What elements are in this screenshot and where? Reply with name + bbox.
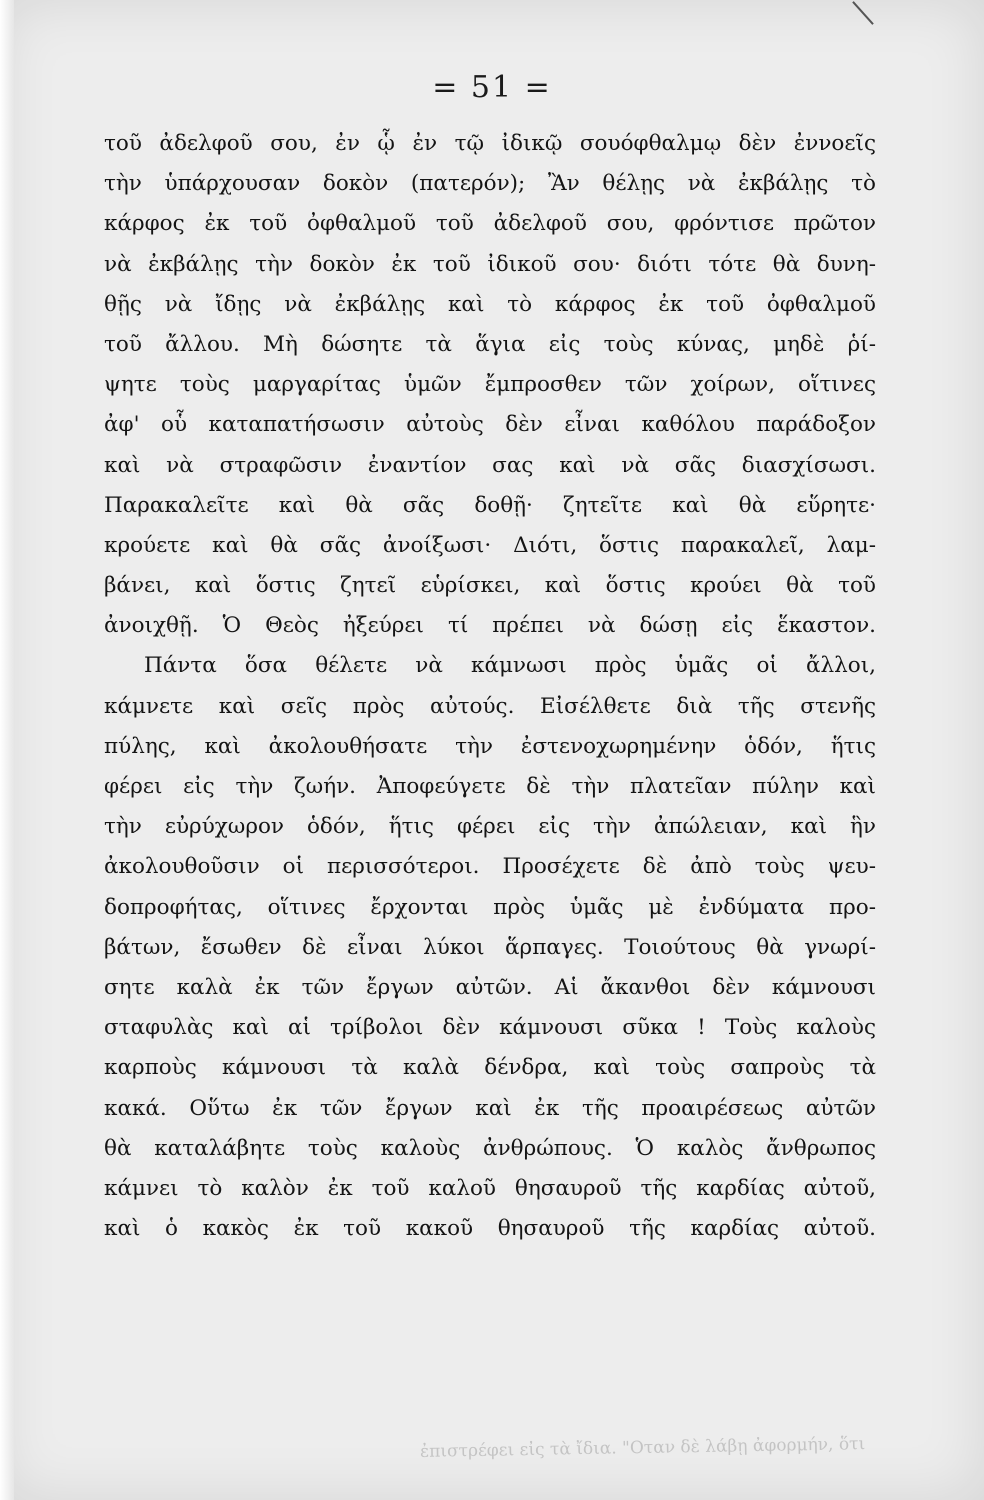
text-line: σταφυλὰς καὶ αἱ τρίβολοι δὲν κάμνουσι σῦκα ! Τοὺς καλοὺς: [104, 1015, 876, 1041]
text-line: Πάντα ὅσα θέλετε νὰ κάμνωσι πρὸς ὑμᾶς οἱ ἄλλοι,: [144, 653, 876, 679]
text-line: σητε καλὰ ἐκ τῶν ἔργων αὐτῶν. Αἱ ἄκανθοι δὲν κάμνουσι: [104, 974, 876, 1000]
page-number: = 51 =: [432, 70, 552, 105]
text-line: πύλης, καὶ ἀκολουθήσατε τὴν ἐστενοχωρημένην ὁδόν, ἥτις: [104, 733, 876, 759]
text-line: βάνει, καὶ ὅστις ζητεῖ εὑρίσκει, καὶ ὅστις κρούει θὰ τοῦ: [104, 573, 876, 599]
text-line: ψητε τοὺς μαργαρίτας ὑμῶν ἔμπροσθεν τῶν χοίρων, οἵτινες: [104, 372, 876, 398]
text-line: βάτων, ἔσωθεν δὲ εἶναι λύκοι ἅρπαγες. Τοιούτους θὰ γνωρί-: [104, 934, 876, 960]
text-line: δοπροφήτας, οἵτινες ἔρχονται πρὸς ὑμᾶς μὲ ἐνδύματα προ-: [104, 894, 876, 920]
text-line: κακά. Οὕτω ἐκ τῶν ἔργων καὶ ἐκ τῆς προαιρέσεως αὐτῶν: [104, 1095, 876, 1121]
text-line: τοῦ ἀδελφοῦ σου, ἐν ᾧ ἐν τῷ ἰδικῷ σουόφθαλμῳ δὲν ἐννοεῖς: [104, 131, 876, 156]
text-line: κάμνει τὸ καλὸν ἐκ τοῦ καλοῦ θησαυροῦ τῆς καρδίας αὐτοῦ,: [104, 1175, 876, 1201]
text-line: κάμνετε καὶ σεῖς πρὸς αὐτούς. Εἰσέλθετε διὰ τῆς στενῆς: [104, 693, 876, 719]
page-gutter: [0, 0, 14, 1500]
text-line: καρποὺς κάμνουσι τὰ καλὰ δένδρα, καὶ τοὺς σαπροὺς τὰ: [104, 1055, 876, 1081]
text-line: καὶ νὰ στραφῶσιν ἐναντίον σας καὶ νὰ σᾶς διασχίσωσι.: [104, 452, 876, 478]
text-line: Παρακαλεῖτε καὶ θὰ σᾶς δοθῇ· ζητεῖτε καὶ θὰ εὕρητε·: [104, 492, 876, 518]
text-line: θῇς νὰ ἴδῃς νὰ ἐκβάλῃς καὶ τὸ κάρφος ἐκ τοῦ ὀφθαλμοῦ: [104, 291, 876, 317]
text-line: θὰ καταλάβητε τοὺς καλοὺς ἀνθρώπους. Ὁ καλὸς ἄνθρωπος: [104, 1135, 876, 1161]
text-line: ἀκολουθοῦσιν οἱ περισσότεροι. Προσέχετε δὲ ἀπὸ τοὺς ψευ-: [104, 854, 876, 880]
text-line: τὴν εὐρύχωρον ὁδόν, ἥτις φέρει εἰς τὴν ἀπώλειαν, καὶ ἣν: [104, 814, 876, 840]
text-line: κάρφος ἐκ τοῦ ὀφθαλμοῦ τοῦ ἀδελφοῦ σου, φρόντισε πρῶτον: [104, 211, 876, 237]
body-text: [104, 124, 876, 1249]
text-line: καὶ ὁ κακὸς ἐκ τοῦ κακοῦ θησαυροῦ τῆς καρδίας αὐτοῦ.: [104, 1216, 876, 1242]
show-through-text: ἐπιστρέφει εἰς τὰ ἴδια. "Οταν δὲ λάβῃ ἀφορμήν, ὅτι: [419, 1434, 866, 1462]
text-line: φέρει εἰς τὴν ζωήν. Ἀποφεύγετε δὲ τὴν πλατεῖαν πύλην καὶ: [104, 774, 876, 799]
text-line: τὴν ὑπάρχουσαν δοκὸν (πατερόν); Ἂν θέλῃς νὰ ἐκβάλῃς τὸ: [104, 171, 876, 197]
corner-scratch-mark: [852, 1, 874, 25]
text-line: κρούετε καὶ θὰ σᾶς ἀνοίξωσι· Διότι, ὅστις παρακαλεῖ, λαμ-: [104, 532, 876, 558]
text-line: ἀνοιχθῇ. Ὁ Θεὸς ἠξεύρει τί πρέπει νὰ δώσῃ εἰς ἕκαστον.: [104, 613, 876, 639]
text-line: τοῦ ἄλλου. Μὴ δώσητε τὰ ἅγια εἰς τοὺς κύνας, μηδὲ ῥί-: [104, 331, 876, 357]
text-line: ἀφ' οὗ καταπατήσωσιν αὐτοὺς δὲν εἶναι καθόλου παράδοξον: [104, 412, 876, 438]
text-line: νὰ ἐκβάλῃς τὴν δοκὸν ἐκ τοῦ ἰδικοῦ σου· διότι τότε θὰ δυνη-: [104, 251, 876, 277]
